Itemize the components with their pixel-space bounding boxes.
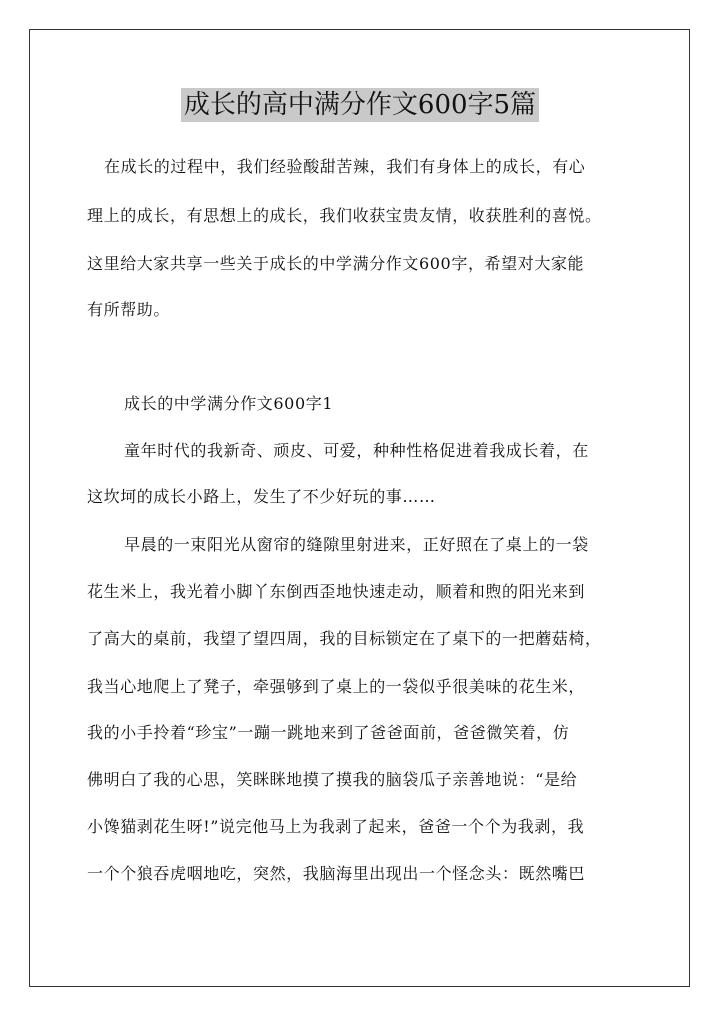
title-container <box>0 88 720 122</box>
essay-line: 小馋猫剥花生呀!”说完他马上为我剥了起来，爸爸一个个为我剥，我 <box>87 817 585 836</box>
intro-line: 在成长的过程中，我们经验酸甜苦辣，我们有身体上的成长，有心 <box>104 157 586 176</box>
essay-heading: 成长的中学满分作文600字1 <box>124 394 334 413</box>
essay-line: 了高大的桌前，我望了望四周，我的目标锁定在了桌下的一把蘑菇椅， <box>87 629 602 648</box>
essay-line: 这坎坷的成长小路上，发生了不少好玩的事…… <box>87 487 436 506</box>
essay-line: 一个个狼吞虎咽地吃，突然，我脑海里出现出一个怪念头：既然嘴巴 <box>87 864 586 883</box>
intro-line: 有所帮助。 <box>87 300 171 319</box>
essay-line: 我的小手拎着“珍宝”一蹦一跳地来到了爸爸面前，爸爸微笑着，仿 <box>87 723 570 742</box>
essay-line: 我当心地爬上了凳子，牵强够到了桌上的一袋似乎很美味的花生米， <box>87 677 586 696</box>
essay-line: 童年时代的我新奇、顽皮、可爱，种种性格促进着我成长着，在 <box>124 441 589 460</box>
essay-line: 早晨的一束阳光从窗帘的缝隙里射进来，正好照在了桌上的一袋 <box>124 535 589 554</box>
document-title: 成长的高中满分作文600字5篇 <box>181 88 539 122</box>
essay-line: 佛明白了我的心思，笑眯眯地摸了摸我的脑袋瓜子亲善地说：“是给 <box>87 770 578 789</box>
intro-line: 理上的成长，有思想上的成长，我们收获宝贵友情，收获胜利的喜悦。 <box>87 206 602 225</box>
essay-line: 花生米上，我光着小脚丫东倒西歪地快速走动，顺着和煦的阳光来到 <box>87 582 586 601</box>
intro-line: 这里给大家共享一些关于成长的中学满分作文600字，希望对大家能 <box>87 254 585 273</box>
